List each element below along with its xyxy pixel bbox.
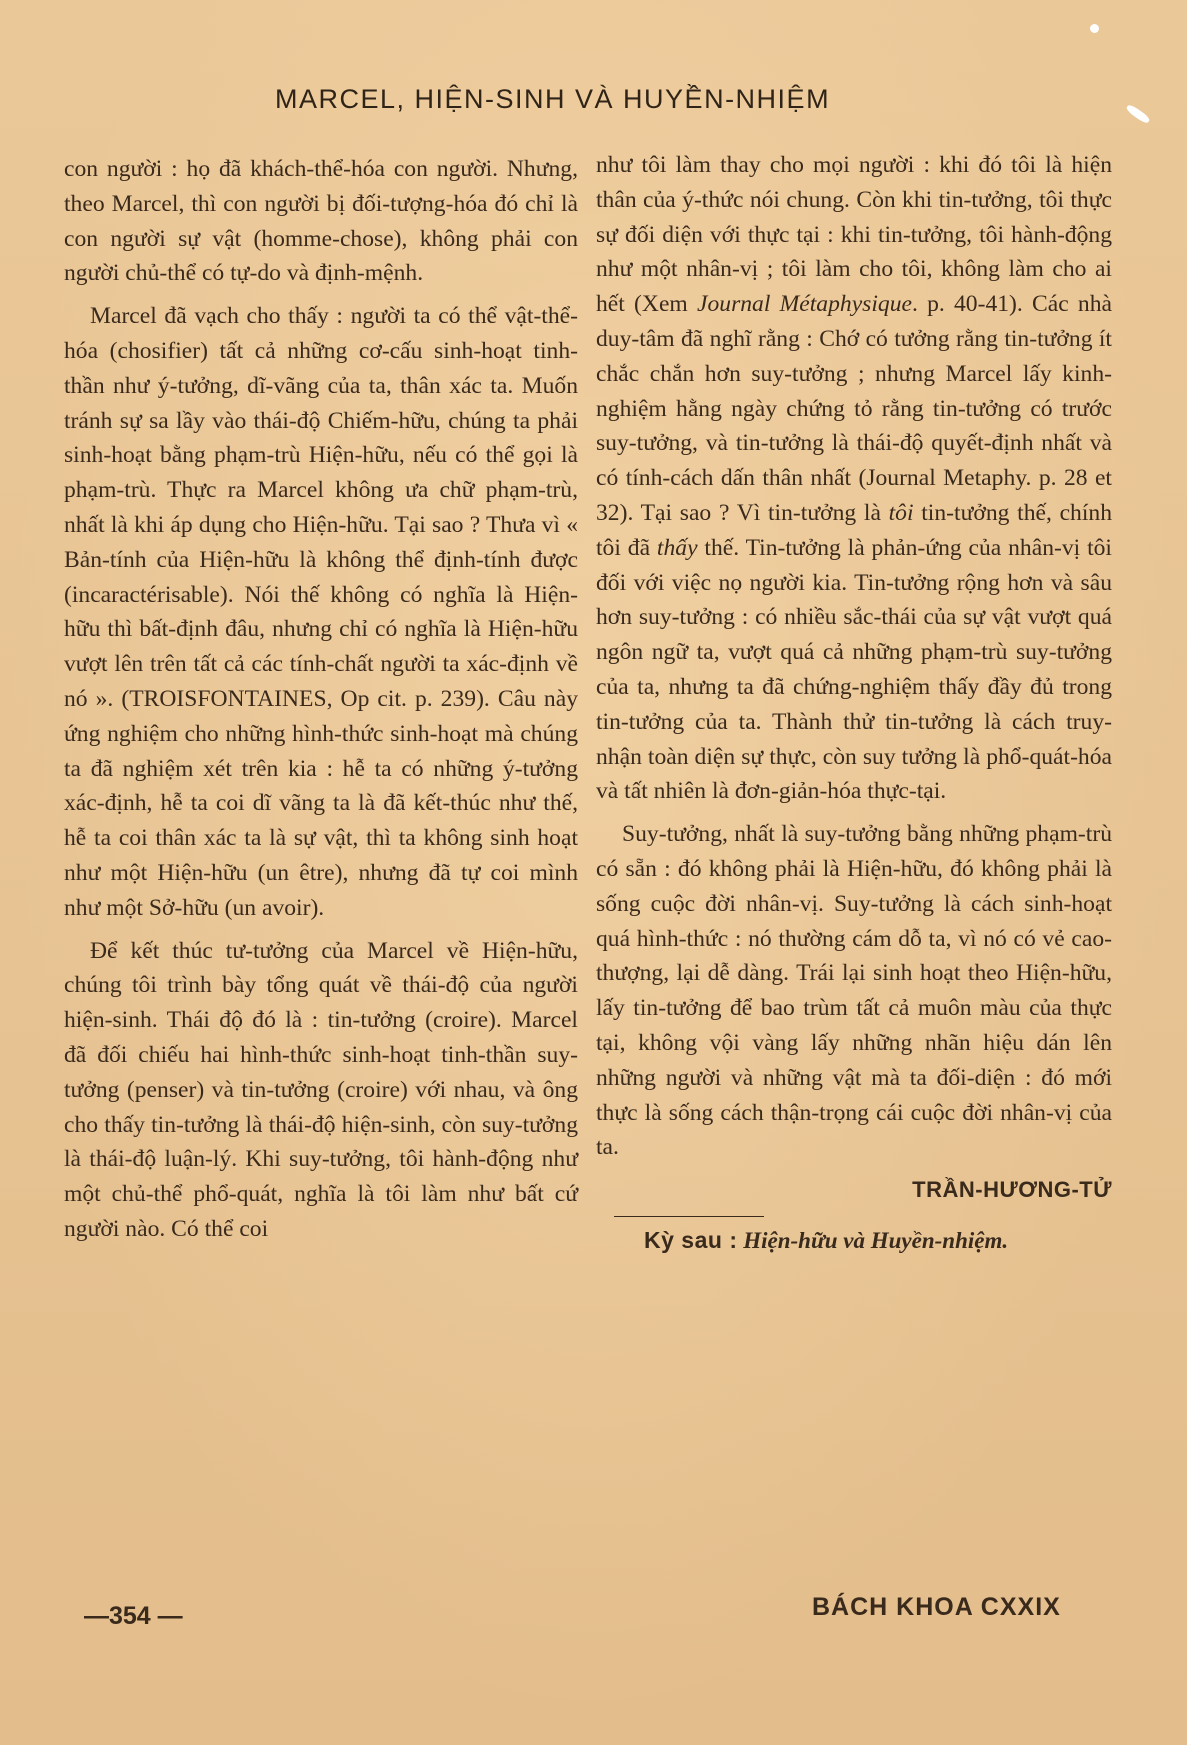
- next-issue-title: Hiện-hữu và Huyền-nhiệm.: [743, 1228, 1009, 1254]
- left-column: [64, 152, 578, 1255]
- italic-text: Journal Métaphysique: [697, 291, 912, 318]
- paragraph: Suy-tưởng, nhất là suy-tưởng bằng những phạm-trù có sẵn : đó không phải là Hiện-hữu, đó không phải là sống cuộc đời nhân-vị. Suy-tưởng là cách sinh-hoạt quá hình-thức : nó thường cám dỗ ta, vì nó có vẻ cao-thượng, lại dễ dàng. Trái lại sinh hoạt theo Hiện-hữu, lấy tin-tưởng để bao trùm tất cả muôn màu của thực tại, không vội vàng lấy những nhãn hiệu dán lên những người và những vật mà ta đối-diện : đó mới thực là sống cách thận-trọng cái cuộc đời nhân-vị của ta.: [596, 821, 1112, 1161]
- next-issue-note: [596, 1223, 1112, 1259]
- next-issue-label: Kỳ sau :: [644, 1227, 738, 1254]
- divider: [614, 1216, 764, 1218]
- right-column: [596, 148, 1112, 1259]
- text-run: như tôi làm thay cho mọi người : khi đó tôi là hiện thân của ý-thức nói chung. Còn khi tin-tưởng, tôi thực sự đối diện với thực tại : khi tin-tưởng, tôi hành-động như một nhân-vị ; tôi làm cho tôi, không làm cho ai hết (Xem: [596, 152, 1112, 318]
- text-run: . p. 40-41). Các nhà duy-tâm đã nghĩ rằng : Chớ có tưởng rằng tin-tưởng ít chắc chắn hơn suy-tưởng ; nhưng Marcel lấy kinh-nghiệm hằng ngày chứng tỏ rằng tin-tưởng có trước suy-tưởng, và tin-tưởng là thái-độ quyết-định nhất và có tính-cách dấn thân nhất (Journal Metaphy. p. 28 et 32). Tại sao ? Vì tin-tưởng là: [596, 291, 1112, 526]
- italic-text: tôi: [888, 499, 914, 526]
- paragraph: Marcel đã vạch cho thấy : người ta có thể vật-thể-hóa (chosifier) tất cả những cơ-cấu sinh-hoạt tinh-thần như ý-tưởng, dĩ-vãng của ta, thân xác ta. Muốn tránh sự sa lầy vào thái-độ Chiếm-hữu, chúng ta phải sinh-hoạt bằng phạm-trù Hiện-hữu, nếu có thể gọi là phạm-trù. Thực ra Marcel không ưa chữ phạm-trù, nhất là khi áp dụng cho Hiện-hữu. Tại sao ? Thưa vì « Bản-tính của Hiện-hữu là không thể định-tính được (incaractérisable). Nói thế không có nghĩa là Hiện-hữu thì bất-định đâu, nhưng chỉ có nghĩa là Hiện-hữu vượt lên trên tất cả các tính-chất người ta xác-định về nó ». (TROISFONTAINES, Op cit. p. 239). Câu này ứng nghiệm cho những hình-thức sinh-hoạt mà chúng ta đã nghiệm xét trên kia : hễ ta có những ý-tưởng xác-định, hễ ta coi dĩ vãng ta là đã kết-thúc như thế, hễ ta coi thân xác ta là sự vật, thì ta không sinh hoạt như một Hiện-hữu (un être), nhưng đã tự coi mình như một Sở-hữu (un avoir).: [64, 303, 578, 921]
- running-header: MARCEL, HIỆN-SINH VÀ HUYỀN-NHIỆM: [275, 84, 831, 114]
- paragraph: Để kết thúc tư-tưởng của Marcel về Hiện-hữu, chúng tôi trình bày tổng quát về thái-độ của người hiện-sinh. Thái độ đó là : tin-tưởng (croire). Marcel đã đối chiếu hai hình-thức sinh-hoạt tinh-thần suy-tưởng (penser) và tin-tưởng (croire) với nhau, và ông cho thấy tin-tưởng là thái-độ hiện-sinh, còn suy-tưởng là thái-độ luận-lý. Khi suy-tưởng, tôi hành-động như một chủ-thể phổ-quát, nghĩa là tôi làm như bất cứ người nào. Có thể coi: [64, 937, 578, 1242]
- magazine-name: BÁCH KHOA CXXIX: [812, 1593, 1061, 1621]
- text-run: tin-tưởng thế, chính tôi đã: [596, 499, 1112, 561]
- italic-text: thấy: [656, 534, 698, 561]
- paragraph: [596, 148, 1112, 809]
- page-number: —354 —: [84, 1602, 183, 1630]
- paper-speck: [1125, 103, 1151, 124]
- paragraph: con người : họ đã khách-thể-hóa con người. Nhưng, theo Marcel, thì con người bị đối-tượng-hóa đó chỉ là con người sự vật (homme-chose), không phải con người chủ-thể có tự-do và định-mệnh.: [64, 156, 578, 287]
- text-run: thế. Tin-tưởng là phản-ứng của nhân-vị tôi đối với việc nọ người kia. Tin-tưởng rộng hơn và sâu hơn suy-tưởng : có nhiều sắc-thái của sự vật vượt quá ngôn ngữ ta, vượt quá cả những phạm-trù suy-tưởng của ta, nhưng ta đã chứng-nghiệm thấy đầy đủ trong tin-tưởng của ta. Thành thử tin-tưởng là cách truy-nhận toàn diện sự thực, còn suy tưởng là phổ-quát-hóa và tất nhiên là đơn-giản-hóa thực-tại.: [596, 534, 1112, 805]
- paper-speck: [1090, 24, 1099, 33]
- author-signature: TRẦN-HƯƠNG-TỬ: [912, 1177, 1112, 1203]
